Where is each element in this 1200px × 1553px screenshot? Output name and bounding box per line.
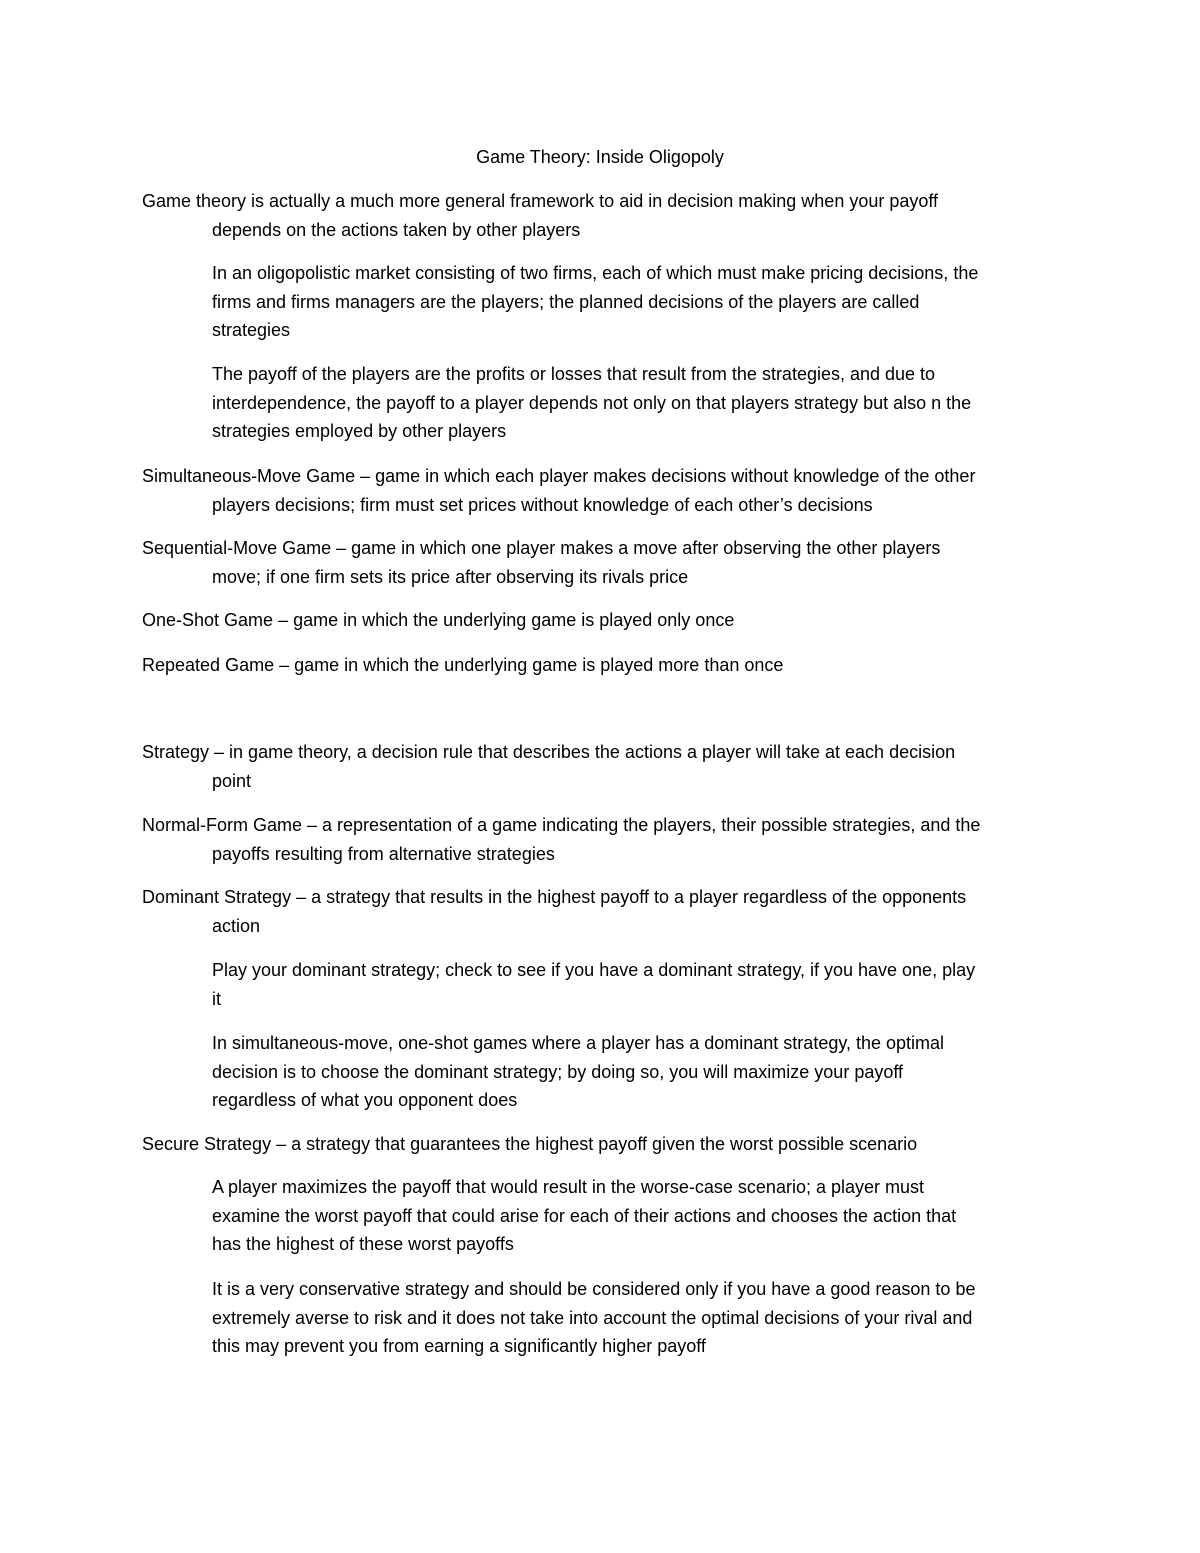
- paragraph-line: Game theory is actually a much more general framework to aid in decision making when your payoff: [142, 191, 939, 211]
- paragraph-line: point: [212, 770, 252, 791]
- paragraph-line: Play your dominant strategy; check to see if you have a dominant strategy, if you have one, play: [212, 960, 976, 980]
- paragraph-line: depends on the actions taken by other players: [212, 219, 581, 240]
- paragraph-normal-form-game: [142, 811, 980, 868]
- paragraph-line: A player maximizes the payoff that would result in the worse-case scenario; a player must: [212, 1177, 925, 1197]
- paragraph-oligopolistic-market: [212, 259, 978, 345]
- paragraph-conservative-strategy: [212, 1275, 975, 1361]
- paragraph-line: In simultaneous-move, one-shot games where a player has a dominant strategy, the optimal: [212, 1033, 945, 1053]
- paragraph-line: decision is to choose the dominant strategy; by doing so, you will maximize your payoff: [212, 1061, 904, 1082]
- paragraph-line: examine the worst payoff that could arise for each of their actions and chooses the action that: [212, 1205, 957, 1226]
- paragraph-line: interdependence, the payoff to a player depends not only on that players strategy but also n the: [212, 392, 972, 413]
- paragraph-line: firms and firms managers are the players; the planned decisions of the players are called: [212, 291, 920, 312]
- document-title: Game Theory: Inside Oligopoly: [476, 147, 724, 167]
- paragraph-line: it: [212, 988, 221, 1009]
- paragraph-line: has the highest of these worst payoffs: [212, 1234, 514, 1254]
- paragraph-line: In an oligopolistic market consisting of two firms, each of which must make pricing decisions, the: [212, 263, 979, 283]
- paragraph-line: strategies: [212, 320, 291, 340]
- paragraph-line: Dominant Strategy – a strategy that results in the highest payoff to a player regardless of the opponents: [142, 887, 967, 907]
- paragraph-payoff: [212, 360, 971, 446]
- paragraph-game-theory-definition: [142, 187, 938, 244]
- paragraph-line: Secure Strategy – a strategy that guarantees the highest payoff given the worst possible scenario: [142, 1134, 918, 1154]
- paragraph-strategy: [142, 738, 955, 795]
- paragraph-line: Sequential-Move Game – game in which one player makes a move after observing the other players: [142, 538, 941, 558]
- paragraph-line: payoffs resulting from alternative strategies: [212, 843, 555, 864]
- paragraph-line: players decisions; firm must set prices without knowledge of each other’s decisions: [212, 494, 873, 515]
- paragraph-worst-case-scenario: [212, 1173, 956, 1259]
- paragraph-line: action: [212, 915, 261, 936]
- paragraph-dominant-strategy: [142, 883, 966, 940]
- paragraph-line: One-Shot Game – game in which the underlying game is played only once: [142, 610, 735, 630]
- paragraph-line: Strategy – in game theory, a decision rule that describes the actions a player will take at each decision: [142, 742, 956, 762]
- paragraph-line: strategies employed by other players: [212, 421, 507, 441]
- paragraph-repeated-game: [142, 651, 783, 680]
- paragraph-line: Simultaneous-Move Game – game in which each player makes decisions without knowledge of the other: [142, 466, 976, 486]
- paragraph-play-dominant-strategy: [212, 956, 975, 1013]
- paragraph-line: this may prevent you from earning a significantly higher payoff: [212, 1336, 706, 1356]
- paragraph-line: The payoff of the players are the profits or losses that result from the strategies, and due to: [212, 364, 936, 384]
- paragraph-line: Repeated Game – game in which the underlying game is played more than once: [142, 655, 784, 675]
- paragraph-line: extremely averse to risk and it does not take into account the optimal decisions of your rival and: [212, 1307, 973, 1328]
- paragraph-sequential-move-game: [142, 534, 940, 591]
- paragraph-one-shot-game: [142, 606, 734, 635]
- paragraph-line: move; if one firm sets its price after observing its rivals price: [212, 566, 689, 587]
- paragraph-simultaneous-move-game: [142, 462, 975, 519]
- paragraph-line: It is a very conservative strategy and should be considered only if you have a good reason to be: [212, 1279, 976, 1299]
- paragraph-secure-strategy: [142, 1130, 917, 1159]
- paragraph-simultaneous-one-shot: [212, 1029, 944, 1115]
- paragraph-line: Normal-Form Game – a representation of a game indicating the players, their possible strategies, and the: [142, 815, 981, 835]
- paragraph-line: regardless of what you opponent does: [212, 1090, 518, 1110]
